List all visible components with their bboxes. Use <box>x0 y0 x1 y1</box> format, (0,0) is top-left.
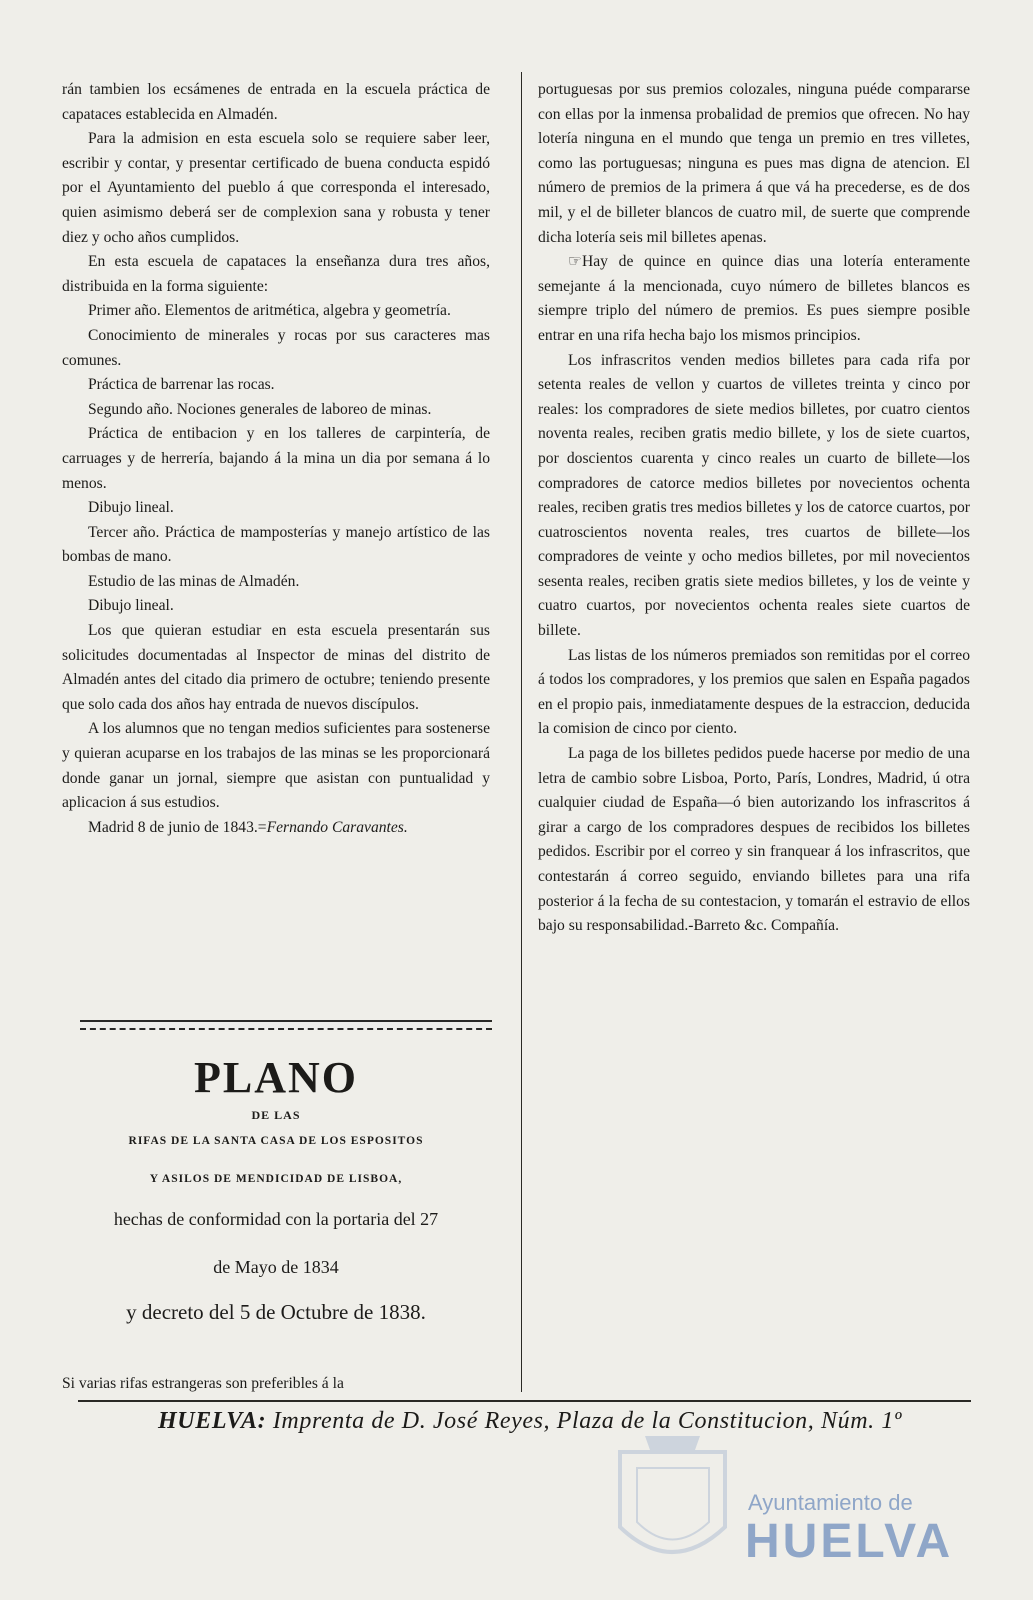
left-paragraph: Dibujo lineal. <box>88 499 174 517</box>
watermark-text-2: HUELVA <box>745 1515 954 1568</box>
signature-line <box>62 816 490 841</box>
plano-de-las: DE LAS <box>251 1108 301 1122</box>
left-paragraph: A los alumnos que no tengan medios suficientes para sostenerse y quieran acuparse en los trabajos de las minas se les proporcionará donde ganar un jornal, siempre que asistan con puntualidad y aplicacion á sus estudios. <box>62 720 490 812</box>
left-paragraph: En esta escuela de capataces la enseñanza dura tres años, distribuida en la forma siguiente: <box>62 253 490 295</box>
plano-last-line: Si varias rifas estrangeras son preferibles á la <box>62 1375 344 1392</box>
left-paragraph: Conocimiento de minerales y rocas por sus caracteres mas comunes. <box>62 326 490 369</box>
bottom-rule <box>78 1400 971 1402</box>
imprint-line <box>100 1408 960 1435</box>
plano-line-4: de Mayo de 1834 <box>213 1257 339 1277</box>
section-divider <box>80 1020 492 1030</box>
left-paragraph: Estudio de las minas de Almadén. <box>88 572 300 590</box>
left-paragraph: Los que quieran estudiar en esta escuela presentarán sus solicitudes documentadas al Inspector de minas del distrito de Almadén antes del citado dia primero de octubre; teniendo presente que solo cada dos años hay entrada de nuevos discípulos. <box>62 622 490 713</box>
right-paragraph: ☞Hay de quince en quince dias una lotería enteramente semejante á la mencionada, cuyo número de billetes blancos es siempre triplo del número de premios. Es pues siempre posible entrar en una rifa hecha bajo los mismos principios. <box>538 253 970 344</box>
signature-name: Fernando Caravantes. <box>266 818 408 836</box>
left-paragraph: Tercer año. Práctica de mamposterías y manejo artístico de las bombas de mano. <box>62 523 490 566</box>
plano-line-1: RIFAS DE LA SANTA CASA DE LOS ESPOSITOS <box>128 1135 424 1147</box>
plano-heading <box>62 1050 490 1325</box>
right-paragraph: Los infrascritos venden medios billetes para cada rifa por setenta reales de vellon y cuartos de villetes treinta y cinco por reales: los compradores de siete medios billetes, por cuatro cientos noventa reales, reciben gratis medio billete, y los de siete cuartos, por doscientos cuarenta y cinco reales un cuarto de billete—los compradores de catorce medios billetes por novecientos ochenta reales, reciben gratis tres medios billetes y los de catorce cuartos, por cuatroscientos noventa reales, tres cuartos de billete—los compradores de veinte y ocho medios billetes, por mil novecientos sesenta reales, reciben gratis siete medios billetes, y los de veinte y cuatro cuartos, por novecientos ochenta reales siete cuartos de billete. <box>538 351 970 640</box>
left-paragraph: Primer año. Elementos de aritmética, algebra y geometría. <box>88 302 451 320</box>
plano-title: PLANO <box>194 1053 358 1102</box>
column-divider <box>521 72 522 1392</box>
right-paragraph: portuguesas por sus premios colozales, ninguna puéde compararse con ellas por la inmensa probalidad de premios que ofrecen. No hay lotería ninguna en el mundo que tenga un premio en tres villetes, como las portuguesas; ninguna es pues mas digna de atencion. El número de premios de la primera á que vá ha precederse, es de dos mil, y el de billeter blancos de cuatro mil, de suerte que comprende dicha lotería seis mil billetes apenas. <box>538 81 970 246</box>
left-column <box>62 78 490 840</box>
plano-line-2: Y ASILOS DE MENDICIDAD DE LISBOA, <box>149 1173 403 1185</box>
left-paragraph: Para la admision en esta escuela solo se requiere saber leer, escribir y contar, y presentar certificado de buena conducta espidó por el Ayuntamiento del pueblo á que corresponda el interesado, quien asimismo deberá ser de complexion sana y robusta y tener diez y ocho años cumplidos. <box>62 130 490 246</box>
signature-date: Madrid 8 de junio de 1843.= <box>88 818 267 836</box>
imprint-text: Imprenta de D. José Reyes, Plaza de la Constitucion, Núm. 1º <box>272 1408 902 1434</box>
watermark-text-1: Ayuntamiento de <box>748 1490 913 1515</box>
right-paragraph: La paga de los billetes pedidos puede hacerse por medio de una letra de cambio sobre Lisboa, Porto, París, Londres, Madrid, ú otra cualquier ciudad de España—ó bien autorizando los infrascritos á girar a cargo de los compradores despues de recibidos los billetes pedidos. Escribir por el correo y sin franquear á los infrascritos, que contestarán á correo seguido, enviando billetes para una rifa posterior á la fecha de su contestacion, y tomarán el estravio de ellos bajo su responsabilidad.-Barreto &c. Compañía. <box>538 745 970 935</box>
left-paragraph: Dibujo lineal. <box>88 597 174 615</box>
right-paragraph: Las listas de los números premiados son remitidas por el correo á todos los compradores, y los premios que salen en España pagados en el propio pais, inmediatamente despues de la estraccion, deducida la comision de cinco por ciento. <box>538 646 970 738</box>
left-paragraph: rán tambien los ecsámenes de entrada en la escuela práctica de capataces establecida en Almadén. <box>62 81 490 123</box>
plano-line-5: y decreto del 5 de Octubre de 1838. <box>126 1300 426 1324</box>
right-column <box>538 78 970 939</box>
left-paragraph: Práctica de entibacion y en los talleres de carpintería, de carruages y de herrería, bajando á la mina un dia por semana á lo menos. <box>62 425 490 492</box>
plano-line-3: hechas de conformidad con la portaria del 27 <box>113 1209 439 1229</box>
left-paragraph: Práctica de barrenar las rocas. <box>88 376 275 394</box>
left-paragraph: Segundo año. Nociones generales de laboreo de minas. <box>88 400 432 418</box>
imprint-city: HUELVA: <box>158 1408 267 1434</box>
